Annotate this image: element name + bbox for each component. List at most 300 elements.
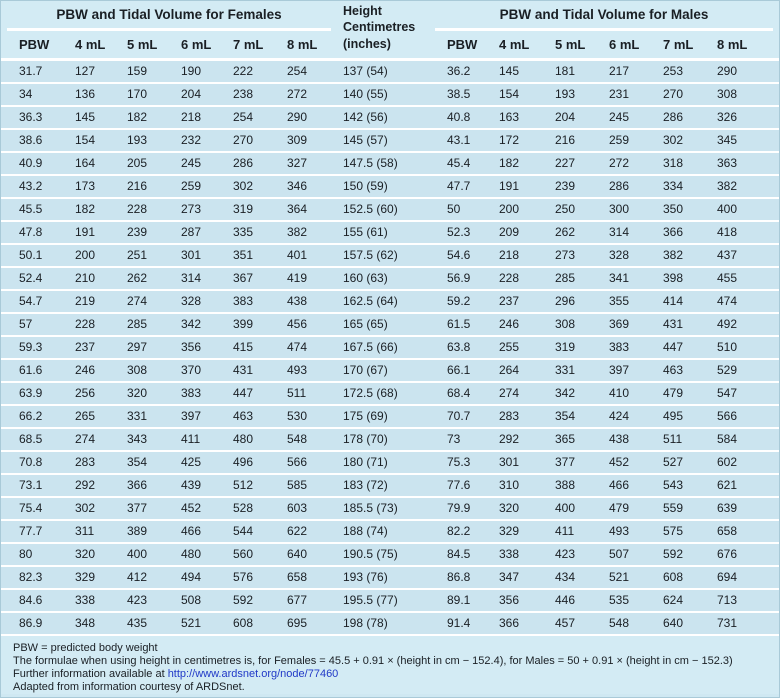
cell: 314 [609, 225, 630, 239]
cell: 152.5 (60) [343, 202, 398, 216]
cell: 190.5 (75) [343, 547, 398, 561]
footnote-pbw-definition: PBW = predicted body weight [13, 642, 158, 654]
column-header-female-pbw: PBW [19, 37, 50, 52]
column-header-female-7ml: 7 mL [233, 37, 264, 52]
cell: 154 [499, 87, 520, 101]
table-row [1, 452, 779, 475]
cell: 328 [181, 294, 202, 308]
cell: 527 [663, 455, 684, 469]
cell: 77.6 [447, 478, 471, 492]
height-column-header [331, 1, 435, 58]
cell: 457 [555, 616, 576, 630]
cell: 301 [499, 455, 520, 469]
cell: 624 [663, 593, 684, 607]
cell: 494 [181, 570, 202, 584]
cell: 239 [555, 179, 576, 193]
cell: 530 [287, 409, 308, 423]
cell: 63.8 [447, 340, 471, 354]
cell: 347 [499, 570, 520, 584]
cell: 272 [609, 156, 630, 170]
table-footnotes [1, 636, 779, 694]
cell: 259 [181, 179, 202, 193]
cell: 162.5 (64) [343, 294, 398, 308]
cell: 68.4 [447, 386, 471, 400]
cell: 66.2 [19, 409, 43, 423]
cell: 329 [75, 570, 96, 584]
cell: 290 [287, 110, 308, 124]
cell: 147.5 (58) [343, 156, 398, 170]
cell: 286 [663, 110, 684, 124]
cell: 389 [127, 524, 148, 538]
cell: 334 [663, 179, 684, 193]
cell: 412 [127, 570, 148, 584]
cell: 366 [127, 478, 148, 492]
cell: 320 [75, 547, 96, 561]
cell: 466 [609, 478, 630, 492]
cell: 367 [233, 271, 254, 285]
cell: 34 [19, 87, 33, 101]
cell: 274 [75, 432, 96, 446]
cell: 479 [609, 501, 630, 515]
cell: 89.1 [447, 593, 471, 607]
cell: 251 [127, 248, 148, 262]
cell: 73.1 [19, 478, 43, 492]
cell: 399 [233, 317, 254, 331]
cell: 480 [233, 432, 254, 446]
cell: 446 [555, 593, 576, 607]
cell: 602 [717, 455, 738, 469]
cell: 157.5 (62) [343, 248, 398, 262]
cell: 79.9 [447, 501, 471, 515]
cell: 535 [609, 593, 630, 607]
cell: 84.6 [19, 593, 43, 607]
cell: 237 [499, 294, 520, 308]
cell: 452 [609, 455, 630, 469]
cell: 182 [127, 110, 148, 124]
cell: 262 [127, 271, 148, 285]
cell: 566 [717, 409, 738, 423]
cell: 521 [609, 570, 630, 584]
cell: 183 (72) [343, 478, 388, 492]
cell: 397 [609, 363, 630, 377]
table-row [1, 475, 779, 498]
cell: 366 [663, 225, 684, 239]
cell: 415 [233, 340, 254, 354]
cell: 222 [233, 64, 254, 78]
cell: 438 [609, 432, 630, 446]
cell: 658 [287, 570, 308, 584]
cell: 435 [127, 616, 148, 630]
cell: 348 [75, 616, 96, 630]
table-row [1, 268, 779, 291]
cell: 302 [75, 501, 96, 515]
cell: 677 [287, 593, 308, 607]
cell: 43.1 [447, 133, 471, 147]
cell: 296 [555, 294, 576, 308]
cell: 218 [181, 110, 202, 124]
table-header [1, 1, 779, 61]
column-header-male-6ml: 6 mL [609, 37, 640, 52]
cell: 411 [555, 524, 575, 538]
footnote-further-info [13, 668, 767, 681]
cell: 308 [127, 363, 148, 377]
cell: 434 [555, 570, 576, 584]
cell: 264 [499, 363, 520, 377]
table-row [1, 84, 779, 107]
cell: 70.8 [19, 455, 43, 469]
cell: 160 (63) [343, 271, 388, 285]
table-row [1, 107, 779, 130]
cell: 338 [499, 547, 520, 561]
cell: 354 [127, 455, 148, 469]
cell: 314 [181, 271, 202, 285]
cell: 86.8 [447, 570, 471, 584]
cell: 216 [555, 133, 576, 147]
cell: 398 [663, 271, 684, 285]
cell: 507 [609, 547, 630, 561]
cell: 195.5 (77) [343, 593, 398, 607]
males-section-title: PBW and Tidal Volume for Males [435, 1, 773, 31]
cell: 250 [555, 202, 576, 216]
cell: 191 [499, 179, 520, 193]
cell: 63.9 [19, 386, 43, 400]
cell: 170 [127, 87, 148, 101]
cell: 61.5 [447, 317, 471, 331]
cell: 246 [75, 363, 96, 377]
cell: 45.4 [447, 156, 471, 170]
column-header-female-6ml: 6 mL [181, 37, 212, 52]
cell: 80 [19, 547, 33, 561]
column-header-male-8ml: 8 mL [717, 37, 748, 52]
cell: 437 [717, 248, 738, 262]
cell: 365 [555, 432, 576, 446]
cell: 496 [233, 455, 254, 469]
cell: 36.2 [447, 64, 471, 78]
cell: 401 [287, 248, 308, 262]
cell: 521 [181, 616, 202, 630]
cell: 210 [75, 271, 96, 285]
cell: 351 [233, 248, 254, 262]
cell: 164 [75, 156, 96, 170]
cell: 576 [233, 570, 254, 584]
cell: 178 (70) [343, 432, 388, 446]
cell: 319 [233, 202, 254, 216]
height-header-line: Centimetres [343, 20, 416, 35]
cell: 410 [609, 386, 630, 400]
cell: 273 [181, 202, 202, 216]
cell: 366 [499, 616, 520, 630]
table-row [1, 176, 779, 199]
cell: 270 [233, 133, 254, 147]
cell: 145 (57) [343, 133, 388, 147]
cell: 217 [609, 64, 630, 78]
cell: 145 [75, 110, 96, 124]
cell: 36.3 [19, 110, 43, 124]
cell: 419 [287, 271, 308, 285]
cell: 310 [499, 478, 520, 492]
ardsnet-link[interactable]: http://www.ardsnet.org/node/77460 [167, 668, 339, 680]
cell: 180 (71) [343, 455, 388, 469]
column-header-female-5ml: 5 mL [127, 37, 158, 52]
cell: 341 [609, 271, 630, 285]
cell: 172.5 (68) [343, 386, 398, 400]
cell: 439 [181, 478, 202, 492]
cell: 237 [75, 340, 96, 354]
cell: 397 [181, 409, 202, 423]
cell: 239 [127, 225, 148, 239]
cell: 198 (78) [343, 616, 388, 630]
cell: 38.5 [447, 87, 471, 101]
cell: 163 [499, 110, 520, 124]
height-header-line: Height [343, 4, 382, 18]
cell: 608 [663, 570, 684, 584]
cell: 238 [233, 87, 254, 101]
cell: 245 [609, 110, 630, 124]
cell: 219 [75, 294, 96, 308]
cell: 474 [717, 294, 738, 308]
cell: 343 [127, 432, 148, 446]
table-row [1, 199, 779, 222]
cell: 31.7 [19, 64, 43, 78]
cell: 622 [287, 524, 308, 538]
cell: 188 (74) [343, 524, 388, 538]
cell: 424 [609, 409, 630, 423]
cell: 302 [233, 179, 254, 193]
cell: 292 [499, 432, 520, 446]
cell: 466 [181, 524, 202, 538]
cell: 155 (61) [343, 225, 388, 239]
cell: 182 [499, 156, 520, 170]
cell: 364 [287, 202, 308, 216]
table-row [1, 406, 779, 429]
cell: 411 [181, 432, 201, 446]
cell: 54.6 [447, 248, 471, 262]
table-row [1, 153, 779, 176]
cell: 431 [663, 317, 684, 331]
cell: 418 [717, 225, 738, 239]
table-row [1, 498, 779, 521]
cell: 274 [127, 294, 148, 308]
cell: 548 [287, 432, 308, 446]
cell: 150 (59) [343, 179, 388, 193]
cell: 338 [75, 593, 96, 607]
cell: 68.5 [19, 432, 43, 446]
cell: 47.7 [447, 179, 471, 193]
cell: 204 [181, 87, 202, 101]
cell: 388 [555, 478, 576, 492]
cell: 300 [609, 202, 630, 216]
cell: 52.3 [447, 225, 471, 239]
cell: 560 [233, 547, 254, 561]
cell: 256 [75, 386, 96, 400]
cell: 56.9 [447, 271, 471, 285]
table-row [1, 222, 779, 245]
footnote-link-prefix: Further information available at [13, 668, 168, 680]
cell: 182 [75, 202, 96, 216]
cell: 311 [75, 524, 95, 538]
table-row [1, 544, 779, 567]
cell: 383 [609, 340, 630, 354]
table-row [1, 130, 779, 153]
cell: 511 [663, 432, 683, 446]
cell: 173 [75, 179, 96, 193]
cell: 228 [499, 271, 520, 285]
cell: 272 [287, 87, 308, 101]
cell: 283 [499, 409, 520, 423]
cell: 463 [663, 363, 684, 377]
cell: 363 [717, 156, 738, 170]
cell: 191 [75, 225, 96, 239]
cell: 425 [181, 455, 202, 469]
cell: 259 [609, 133, 630, 147]
cell: 328 [609, 248, 630, 262]
cell: 286 [233, 156, 254, 170]
cell: 356 [499, 593, 520, 607]
cell: 59.3 [19, 340, 43, 354]
cell: 91.4 [447, 616, 471, 630]
cell: 455 [717, 271, 738, 285]
cell: 382 [663, 248, 684, 262]
cell: 511 [287, 386, 307, 400]
cell: 285 [555, 271, 576, 285]
cell: 548 [609, 616, 630, 630]
cell: 136 [75, 87, 96, 101]
cell: 45.5 [19, 202, 43, 216]
table-row [1, 429, 779, 452]
cell: 342 [181, 317, 202, 331]
cell: 354 [555, 409, 576, 423]
cell: 639 [717, 501, 738, 515]
cell: 159 [127, 64, 148, 78]
cell: 285 [127, 317, 148, 331]
cell: 350 [663, 202, 684, 216]
cell: 528 [233, 501, 254, 515]
cell: 479 [663, 386, 684, 400]
cell: 57 [19, 317, 33, 331]
cell: 181 [555, 64, 576, 78]
cell: 584 [717, 432, 738, 446]
cell: 382 [717, 179, 738, 193]
cell: 190 [181, 64, 202, 78]
cell: 205 [127, 156, 148, 170]
cell: 319 [555, 340, 576, 354]
cell: 342 [555, 386, 576, 400]
column-header-male-4ml: 4 mL [499, 37, 530, 52]
cell: 302 [663, 133, 684, 147]
cell: 346 [287, 179, 308, 193]
cell: 167.5 (66) [343, 340, 398, 354]
table-row [1, 291, 779, 314]
cell: 273 [555, 248, 576, 262]
cell: 731 [717, 616, 738, 630]
cell: 172 [499, 133, 520, 147]
cell: 713 [717, 593, 738, 607]
cell: 185.5 (73) [343, 501, 398, 515]
cell: 47.8 [19, 225, 43, 239]
table-row [1, 337, 779, 360]
cell: 86.9 [19, 616, 43, 630]
column-header-female-8ml: 8 mL [287, 37, 318, 52]
cell: 369 [609, 317, 630, 331]
cell: 377 [555, 455, 576, 469]
cell: 193 [127, 133, 148, 147]
cell: 592 [663, 547, 684, 561]
cell: 170 (67) [343, 363, 388, 377]
cell: 495 [663, 409, 684, 423]
cell: 370 [181, 363, 202, 377]
footnote-formula: The formulae when using height in centimetres is, for Females = 45.5 + 0.91 × (height in cm − 152.4), for Males = 50 + 0.91 × (height in cm − 152.3) [13, 655, 733, 667]
cell: 140 (55) [343, 87, 388, 101]
cell: 283 [75, 455, 96, 469]
cell: 559 [663, 501, 684, 515]
cell: 423 [127, 593, 148, 607]
table-row [1, 383, 779, 406]
cell: 608 [233, 616, 254, 630]
cell: 70.7 [447, 409, 471, 423]
cell: 228 [75, 317, 96, 331]
cell: 145 [499, 64, 520, 78]
table-row [1, 245, 779, 268]
cell: 345 [717, 133, 738, 147]
cell: 658 [717, 524, 738, 538]
cell: 82.2 [447, 524, 471, 538]
table-body [1, 61, 779, 636]
cell: 383 [181, 386, 202, 400]
cell: 356 [181, 340, 202, 354]
cell: 592 [233, 593, 254, 607]
cell: 193 [555, 87, 576, 101]
cell: 286 [609, 179, 630, 193]
cell: 254 [287, 64, 308, 78]
cell: 142 (56) [343, 110, 388, 124]
cell: 382 [287, 225, 308, 239]
cell: 287 [181, 225, 202, 239]
cell: 480 [181, 547, 202, 561]
cell: 73 [447, 432, 461, 446]
cell: 270 [663, 87, 684, 101]
cell: 575 [663, 524, 684, 538]
cell: 52.4 [19, 271, 43, 285]
cell: 137 (54) [343, 64, 388, 78]
footnote-credit: Adapted from information courtesy of ARDSnet. [13, 681, 245, 693]
cell: 77.7 [19, 524, 43, 538]
cell: 66.1 [447, 363, 471, 377]
cell: 253 [663, 64, 684, 78]
cell: 75.3 [447, 455, 471, 469]
cell: 231 [609, 87, 630, 101]
height-header-line: (inches) [343, 36, 391, 51]
cell: 695 [287, 616, 308, 630]
cell: 400 [717, 202, 738, 216]
cell: 694 [717, 570, 738, 584]
cell: 463 [233, 409, 254, 423]
cell: 175 (69) [343, 409, 388, 423]
cell: 193 (76) [343, 570, 388, 584]
cell: 331 [127, 409, 148, 423]
column-header-male-7ml: 7 mL [663, 37, 694, 52]
cell: 400 [555, 501, 576, 515]
cell: 603 [287, 501, 308, 515]
cell: 265 [75, 409, 96, 423]
table-row [1, 521, 779, 544]
cell: 543 [663, 478, 684, 492]
cell: 40.9 [19, 156, 43, 170]
cell: 474 [287, 340, 308, 354]
cell: 331 [555, 363, 576, 377]
cell: 209 [499, 225, 520, 239]
cell: 508 [181, 593, 202, 607]
cell: 40.8 [447, 110, 471, 124]
